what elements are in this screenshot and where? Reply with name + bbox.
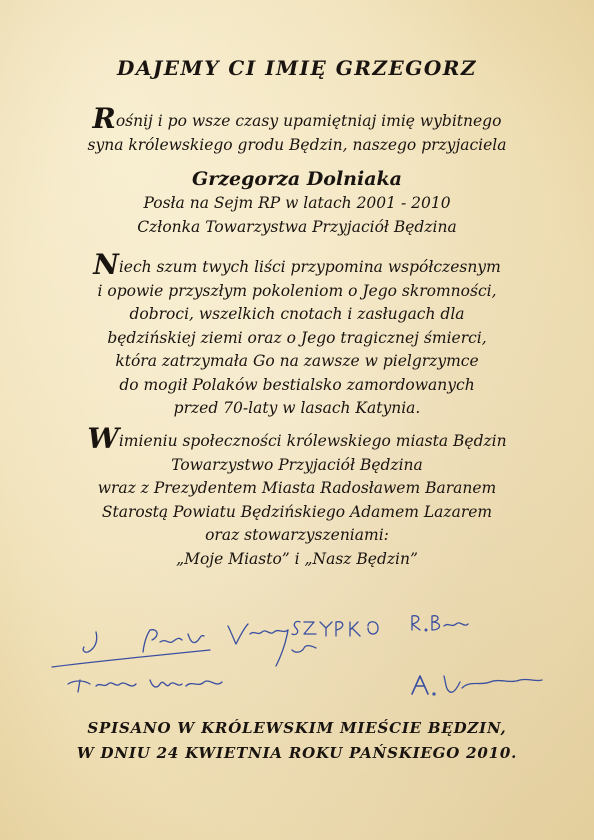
dedication-line-5: która zatrzymała Go na zawsze w pielgrzymce	[115, 352, 479, 370]
intro-dropcap: R	[92, 102, 116, 135]
community-line-3: wraz z Prezydentem Miasta Radosławem Baranem	[97, 479, 497, 497]
footer-line-1: SPISANO W KRÓLEWSKIM MIEŚCIE BĘDZIN,	[87, 719, 507, 737]
signature-5	[412, 616, 468, 631]
dedication-line-4: będzińskiej ziemi oraz o Jego tragicznej śmierci,	[107, 328, 487, 347]
signature-2	[68, 680, 222, 692]
footer-line-2: W DNIU 24 KWIETNIA ROKU PAŃSKIEGO 2010.	[76, 744, 518, 762]
intro-line-1-text: ośnij i po wsze czasy upamiętniaj imię wybitnego	[115, 112, 502, 130]
community-dropcap: W	[87, 422, 119, 455]
dedication-line-2: i opowie przyszłym pokoleniom o Jego skromności,	[97, 281, 497, 300]
signatures-area	[0, 600, 594, 710]
dedication-paragraph	[30, 248, 564, 421]
intro-line-2: syna królewskiego grodu Będzin, naszego przyjaciela	[87, 135, 507, 154]
signatures-drawing	[0, 600, 594, 710]
community-line-1-text: imieniu społeczności królewskiego miasta Będzin	[118, 432, 507, 450]
signature-3	[228, 624, 316, 666]
signature-4	[292, 621, 378, 636]
community-paragraph	[30, 422, 564, 571]
person-section	[30, 166, 564, 239]
community-line-1	[30, 422, 564, 455]
person-name: Grzegorza Dolniaka	[192, 168, 402, 190]
community-line-4: Starostą Powiatu Będzińskiego Adamem Lazarem	[101, 502, 493, 521]
person-role-2: Członka Towarzystwa Przyjaciół Będzina	[137, 217, 457, 236]
certificate-title: DAJEMY CI IMIĘ GRZEGORZ	[116, 56, 477, 80]
community-line-2: Towarzystwo Przyjaciół Będzina	[171, 455, 423, 474]
dedication-line-1	[30, 248, 564, 281]
dedication-line-7: przed 70-laty w lasach Katynia.	[173, 399, 421, 417]
dedication-line-6: do mogił Polaków bestialsko zamordowanych	[119, 375, 475, 394]
footer-colophon	[0, 716, 594, 766]
dedication-line-1-text: iech szum twych liści przypomina współczesnym	[118, 258, 501, 276]
intro-paragraph	[30, 102, 564, 157]
signature-6	[412, 676, 542, 695]
community-line-6: „Moje Miasto” i „Nasz Będzin”	[176, 549, 418, 568]
community-line-5: oraz stowarzyszeniami:	[205, 526, 389, 544]
dedication-dropcap: N	[93, 248, 119, 281]
person-role-1: Posła na Sejm RP w latach 2001 - 2010	[143, 194, 451, 212]
signature-1	[52, 630, 210, 667]
dedication-line-3: dobroci, wszelkich cnotach i zasługach dla	[129, 305, 465, 323]
intro-line-1	[30, 102, 564, 135]
